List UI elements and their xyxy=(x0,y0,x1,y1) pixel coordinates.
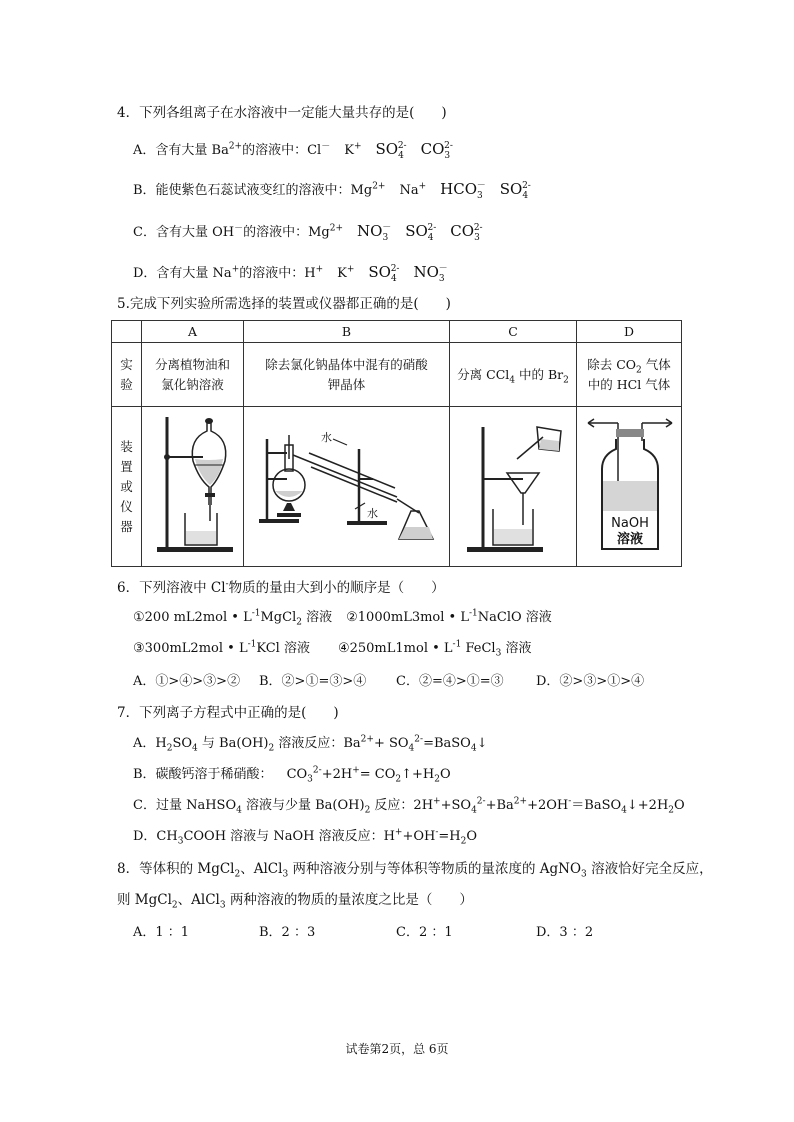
apparatus-d xyxy=(577,407,682,567)
naoh-label: NaOH xyxy=(611,515,649,531)
distillation-figure xyxy=(247,409,447,559)
exp-a: 分离植物油和 氯化钠溶液 xyxy=(142,343,244,407)
separatory-funnel-figure xyxy=(145,409,241,559)
col-header-d: D xyxy=(577,321,682,343)
q4-stem: 4．下列各组离子在水溶液中一定能大量共存的是( ) xyxy=(117,105,447,121)
gas-washing-bottle-figure xyxy=(580,409,680,559)
table-corner xyxy=(112,321,142,343)
svg-text:水: 水 xyxy=(367,506,378,520)
q4-option-d: D．含有大量 Na+的溶液中：H+ K+ $SO_4^{2-}$ $NO_3^-$ xyxy=(133,263,448,284)
row-label-experiment: 实 验 xyxy=(112,343,142,407)
solution-label: 溶液 xyxy=(616,531,644,547)
q8-stem-line2: 则 MgCl$_2$、AlCl$_3$ 两种溶液的物质的量浓度之比是（ ） xyxy=(117,892,473,911)
exp-d: 除去 $CO_2$ 气体 中的 HCl 气体 xyxy=(577,343,682,407)
page-footer: 试卷第2页，总 6页 xyxy=(345,1042,449,1056)
q7-option-a: A．$H_2SO_4$ 与 $Ba(OH)_2$ 溶液反应：$Ba^{2+}+$ $SO_4^{2-}=BaSO_4↓$ xyxy=(133,734,488,754)
q6-choice-d: D．②>③>①>④ xyxy=(536,674,645,689)
q5-stem: 5.完成下列实验所需选择的装置或仪器都正确的是( ) xyxy=(117,296,451,312)
exp-b: 除去氯化钠晶体中混有的硝酸 钾晶体 xyxy=(244,343,450,407)
q6-choice-a: A．①>④>③>② xyxy=(133,674,241,689)
q5-apparatus-table xyxy=(111,320,682,567)
q6-list-2: ③300mL2mol • $L^{-1}KCl$ 溶液 ④250mL1mol • $L^{-1}$ FeCl$_3$ 溶液 xyxy=(133,639,532,659)
q4-option-c: C．含有大量 OH－的溶液中：$Mg^{2+}$ $NO_3^-$ $SO_4^{2-}$ $CO_3^{2-}$ xyxy=(133,222,483,243)
apparatus-c xyxy=(450,407,577,567)
q8-choice-d: D．3 ：2 xyxy=(536,925,594,940)
q4-option-a: A．含有大量 $Ba^{2+}$的溶液中：Cl－ K+ $SO_4^{2-}$ $CO_3^{2-}$ xyxy=(133,140,453,161)
q7-option-d: D．$CH_3COOH$ 溶液与 NaOH 溶液反应：$H^++OH^-=H_2O$ xyxy=(133,827,478,847)
apparatus-a xyxy=(142,407,244,567)
q6-stem: 6．下列溶液中 Cl-物质的量由大到小的顺序是（ ） xyxy=(117,579,445,596)
q8-choice-a: A．1 ：1 xyxy=(133,925,190,940)
q7-option-b: B．碳酸钙溶于稀硝酸： $CO_3^{2-}+2H^+=$ $CO_2↑+H_2O$ xyxy=(133,765,451,785)
filtration-figure xyxy=(453,409,573,559)
exp-c: 分离 CCl$_4$ 中的 $Br_2$ xyxy=(450,343,577,407)
q6-list-1: ①200 mL2mol • $L^{-1}MgCl_2$ 溶液 ②1000mL3mol • $L^{-1}NaClO$ 溶液 xyxy=(133,608,552,628)
col-header-a: A xyxy=(142,321,244,343)
svg-text:水: 水 xyxy=(321,430,332,444)
col-header-c: C xyxy=(450,321,577,343)
q4-option-b: B．能使紫色石蕊试液变红的溶液中：$Mg^{2+}$ Na+ $HCO_3^-$ $SO_4^{2-}$ xyxy=(133,180,531,201)
row-label-apparatus: 装 置 或 仪 器 xyxy=(112,407,142,567)
q8-stem-line1: 8．等体积的 MgCl$_2$、AlCl$_3$ 两种溶液分别与等体积等物质的量浓度的 AgNO$_3$ 溶液恰好完全反应， xyxy=(117,861,713,880)
q7-option-c: C．过量 NaHSO$_4$ 溶液与少量 $Ba(OH)_2$ 反应：$2H^++SO_4^{2-}+Ba^{2+}+2OH^-=BaSO_4↓+2H_2O$ xyxy=(133,796,685,816)
q6-choice-c: C．②=④>①=③ xyxy=(396,674,504,689)
q7-stem: 7．下列离子方程式中正确的是( ) xyxy=(117,705,339,721)
q8-choice-b: B．2 ：3 xyxy=(259,925,316,940)
col-header-b: B xyxy=(244,321,450,343)
q6-choice-b: B．②>①=③>④ xyxy=(259,674,367,689)
q8-choice-c: C．2 ：1 xyxy=(396,925,453,940)
apparatus-b xyxy=(244,407,450,567)
